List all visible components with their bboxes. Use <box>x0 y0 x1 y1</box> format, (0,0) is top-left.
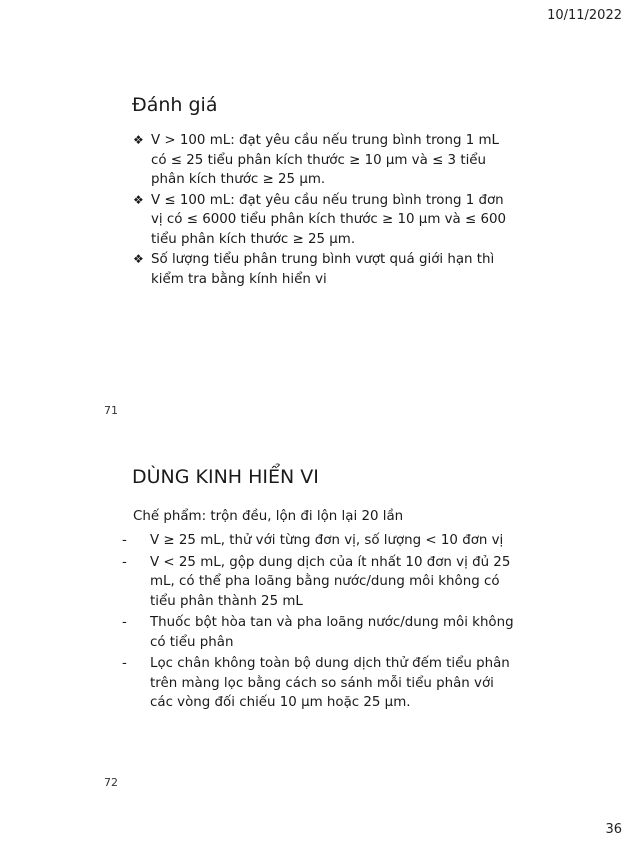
page-number: 36 <box>605 822 622 837</box>
list-item-text: V < 25 mL, gộp dung dịch của ít nhất 10 đơn vị đủ 25 mL, có thể pha loãng bằng nước/dung môi không có tiểu phân thành 25 mL <box>150 554 511 609</box>
list-item-text: V > 100 mL: đạt yêu cầu nếu trung bình trong 1 mL có ≤ 25 tiểu phân kích thước ≥ 10 µm và ≤ 3 tiểu phân kích thước ≥ 25 µm. <box>151 133 499 187</box>
list-item <box>122 553 514 612</box>
list-item <box>133 191 513 250</box>
list-item-text: V ≥ 25 mL, thử với từng đơn vị, số lượng < 10 đơn vị <box>150 533 504 548</box>
list-item <box>122 654 514 713</box>
list-item <box>122 531 514 551</box>
intro-text: Chế phẩm: trộn đều, lộn đi lộn lại 20 lần <box>133 509 404 524</box>
list-item-text: V ≤ 100 mL: đạt yêu cầu nếu trung bình trong 1 đơn vị có ≤ 6000 tiểu phân kích thước ≥ 10 µm và ≤ 600 tiểu phân kích thước ≥ 25 µm. <box>151 192 507 247</box>
slide-number: 71 <box>104 404 118 417</box>
dash-bullet: - <box>122 554 127 570</box>
list-item-text: Thuốc bột hòa tan và pha loãng nước/dung môi không có tiểu phân <box>150 615 514 650</box>
diamond-bullet-icon: ❖ <box>133 133 144 147</box>
evaluation-list <box>133 131 513 290</box>
dash-bullet: - <box>122 656 127 671</box>
list-item-text: Số lượng tiểu phân trung bình vượt quá giới hạn thì kiểm tra bằng kính hiển vi <box>151 252 495 287</box>
list-item <box>133 250 513 289</box>
slide-title-danh-gia: Đánh giá <box>132 94 218 116</box>
slide-title-microscope: DÙNG KINH HIỂN VI <box>132 466 319 488</box>
diamond-bullet-icon: ❖ <box>133 192 144 207</box>
dash-bullet: - <box>122 615 127 630</box>
slide-number: 72 <box>104 776 118 789</box>
date-label: 10/11/2022 <box>547 8 622 23</box>
dash-bullet: - <box>122 533 127 548</box>
list-item <box>133 131 513 190</box>
diamond-bullet-icon: ❖ <box>133 252 144 266</box>
procedure-list <box>122 531 514 715</box>
list-item <box>122 613 514 652</box>
list-item-text: Lọc chân không toàn bộ dung dịch thử đếm tiểu phân trên màng lọc bằng cách so sánh mỗi tiểu phân với các vòng đối chiếu 10 µm hoặc 25 µm. <box>150 656 510 710</box>
